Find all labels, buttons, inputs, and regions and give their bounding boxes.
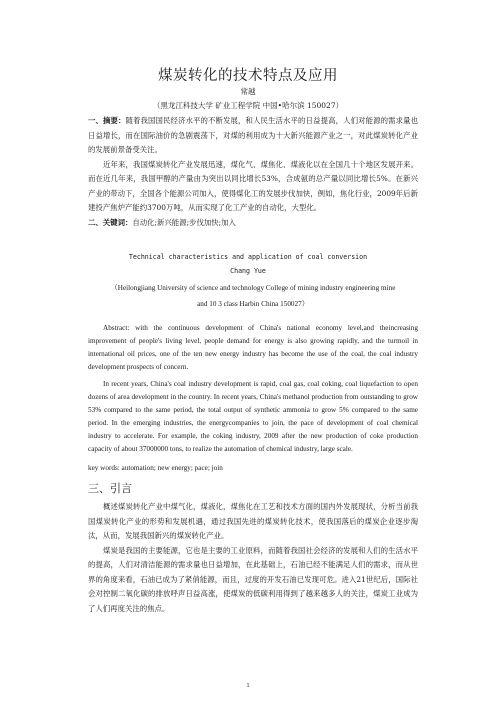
intro-paragraph-2: 煤炭是我国的主要能源，它也是主要的工业原料，而随着我国社会经济的发展和人们的生活水平的提高，人们对清洁能源的需求量也日益增加，在此基础上，石油已经不能满足人们的需求，而从世界的角度来看，石油已成为了紧俏能源，而且，过度的开发石油已发现可危。进入21世纪后，国际社会对控制二氧化碳的排放呼声日益高涨，使煤炭的低碳利用得到了越来越多人的关注，煤炭工业成为了人们再度关注的焦点。 <box>88 545 418 613</box>
keywords-line <box>88 216 418 231</box>
english-affiliation: （Heilongjiang University of science and technology College of mining industry engineering mine and 10 3 class Harbin China 150027） <box>110 284 396 308</box>
english-abstract-paragraph-1 <box>88 322 418 374</box>
english-abstract-paragraph-2 <box>88 378 418 456</box>
introduction-section <box>88 500 418 616</box>
english-author: Chang Yue <box>230 267 266 275</box>
english-keywords: key words: automation; new energy; pace; join <box>88 464 223 472</box>
keywords-text: 自动化;新兴能源;步伐加快;加入 <box>132 217 236 227</box>
english-title: Technical characteristics and application of coal conversion <box>128 253 368 261</box>
paper-title: 煤炭转化的技术特点及应用 <box>158 68 338 84</box>
abstract-label: 一、摘要： <box>88 116 126 125</box>
intro-paragraph-1: 概述煤炭转化产业中煤气化，煤液化，煤焦化在工艺和技术方面的国内外发展现状，分析当前我国煤炭转化产业的形势和发展机遇，通过我国先进的煤炭转化技术，使我国落后的煤炭企业逐步淘汰，从而，发展我国新兴的煤炭转化产业。 <box>88 502 418 540</box>
english-abstract-text-1: Abstract: with the continuous development of China's national economy level,and theincreasing improvement of people's living level, people demand for energy is also growing rapidly, and the turmoil in international oil prices, one of the ten new energy industry has become the use of the coal, the coal industry development prospects of concern. <box>88 324 418 371</box>
keywords-label: 二、关键词： <box>88 217 133 227</box>
author-name: 常越 <box>240 87 256 96</box>
abstract-paragraph-1 <box>88 114 418 158</box>
abstract-section <box>88 114 418 230</box>
abstract-paragraph-2: 近年来，我国煤炭转化产业发展迅速，煤化气、煤焦化、煤液化以在全国几十个地区发展开来。而在近几年来，我国甲醇的产量由为突出以同比增长53%，合成氨的总产量以同比增长5%。在新兴产业的带动下，全国各个能源公司加入，使得煤化工的发展步伐加快，例如，焦化行业，2009年后新建投产焦炉产能约3700万吨，从而实现了化工产业的自动化，大型化。 <box>88 159 418 212</box>
abstract-text-1: 随着我国国民经济水平的不断发展，和人民生活水平的日益提高，人们对能源的需求量也日益增长，而在国际油价的急剧震荡下，对煤的利用成为十大新兴能源产业之一，对此煤炭转化产业的发展前景备受关注。 <box>88 116 418 154</box>
author-affiliation: （黑龙江科技大学 矿业工程学院 中国•哈尔滨 150027） <box>152 101 344 110</box>
section-heading-introduction: 三、引言 <box>88 482 132 495</box>
page-number: 1 <box>246 682 250 689</box>
english-abstract-text-2: In recent years, China's coal industry development is rapid, coal gas, coal coking, coal liquefaction to open dozens of area development in the country. In recent years, China's methanol production from outstanding to grow 53% compared to the same period, the total output of synthetic ammonia to grow 5% compared to the same period. In the emerging industries, the energycompanies to join, the pace of development of coal chemical industry to accelerate. For example, the coking industry, 2009 after the new production of coke production capacity of about 37000000 tons, to realize the automation of chemical industry, large scale. <box>88 380 418 453</box>
